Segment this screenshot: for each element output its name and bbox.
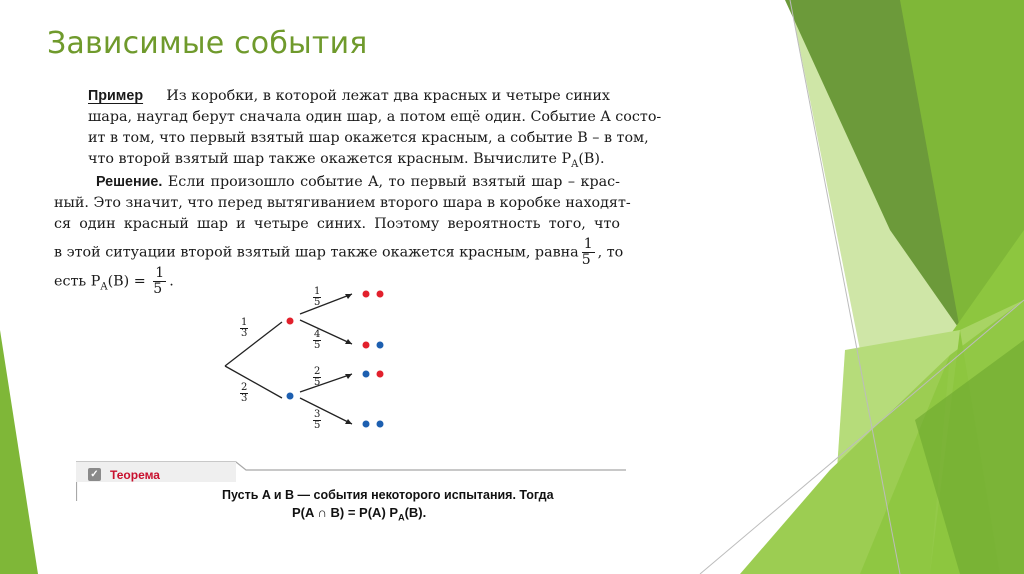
- solution-label: Решение.: [96, 174, 163, 190]
- ball-red: [363, 342, 370, 349]
- solution-paragraph: Решение. Если произошло событие A, то первый взятый шар – крас- ный. Это значит, что перед вытягиванием второго шара в коробке находят- ся один красный шар и четыре синих. Поэтому вероятность того, что в этой ситуации второй взятый шар также окажется красным, равна $\frac{1}{5}$ , то есть $P_A(B)$ = $\frac{1}{5}$ .: [54, 174, 631, 297]
- ball-red: [363, 291, 370, 298]
- ball-blue: [363, 371, 370, 378]
- ball-blue: [377, 421, 384, 428]
- theorem-label: Теорема: [110, 468, 160, 482]
- ball-blue: [363, 421, 370, 428]
- slide-title: Зависимые события: [47, 26, 368, 61]
- ball-blue: [287, 393, 294, 400]
- example-text-line: шара, наугад берут сначала один шар, а потом ещё один. Событие A состо-: [88, 109, 662, 125]
- tree-branch: [300, 398, 352, 424]
- prob-label: 4 5: [314, 329, 321, 351]
- subscript: A: [100, 281, 108, 293]
- solution-text-line: (B) =: [107, 273, 146, 290]
- example-text-line: Из коробки, в которой лежат два красных и четыре синих: [166, 88, 610, 104]
- fraction: $\frac{1}{5}$: [581, 236, 593, 268]
- probability-tree: [210, 278, 400, 438]
- tree-branch: [300, 374, 352, 392]
- fraction: $\frac{1}{5}$: [153, 265, 165, 297]
- solution-text-line: , то: [597, 244, 624, 261]
- example-text-line: что второй взятый шар также окажется красным. Вычислите P: [88, 151, 572, 167]
- ball-red: [287, 318, 294, 325]
- ball-red: [377, 291, 384, 298]
- prob-label: 2 5: [314, 366, 321, 388]
- tree-branch: [225, 366, 282, 398]
- solution-text-line: Если произошло событие A, то первый взятый шар – крас-: [167, 174, 620, 190]
- tree-lines: [210, 278, 400, 438]
- tree-branch: [300, 294, 352, 314]
- ball-blue: [377, 342, 384, 349]
- tree-branch: [225, 322, 282, 366]
- ball-red: [377, 371, 384, 378]
- solution-text-line: ся один красный шар и четыре синих. Поэтому вероятность того, что: [54, 216, 620, 232]
- prob-label: 1 3: [241, 317, 248, 339]
- prob-label: 1 5: [314, 286, 321, 308]
- prob-label: 3 5: [314, 409, 321, 431]
- theorem-icon: ✓: [88, 468, 101, 481]
- subscript: A: [571, 158, 579, 170]
- theorem-statement: Пусть A и B — события некоторого испытания. Тогда: [222, 488, 554, 502]
- prob-label: 2 3: [241, 382, 248, 404]
- theorem-formula: P(A ∩ B) = P(A) $P_A(B)$.: [292, 505, 427, 523]
- example-text-line: ит в том, что первый взятый шар окажется красным, а событие B – в том,: [88, 130, 649, 146]
- example-label: Пример: [88, 88, 144, 104]
- solution-text-line: есть P: [54, 273, 101, 290]
- decor-shape: [0, 330, 38, 574]
- solution-text-line: ный. Это значит, что перед вытягиванием второго шара в коробке находят-: [54, 195, 631, 211]
- solution-text-line: в этой ситуации второй взятый шар также окажется красным, равна: [54, 244, 579, 261]
- tree-branch: [300, 320, 352, 344]
- example-text-line: (B).: [578, 151, 605, 167]
- example-paragraph: [88, 86, 662, 175]
